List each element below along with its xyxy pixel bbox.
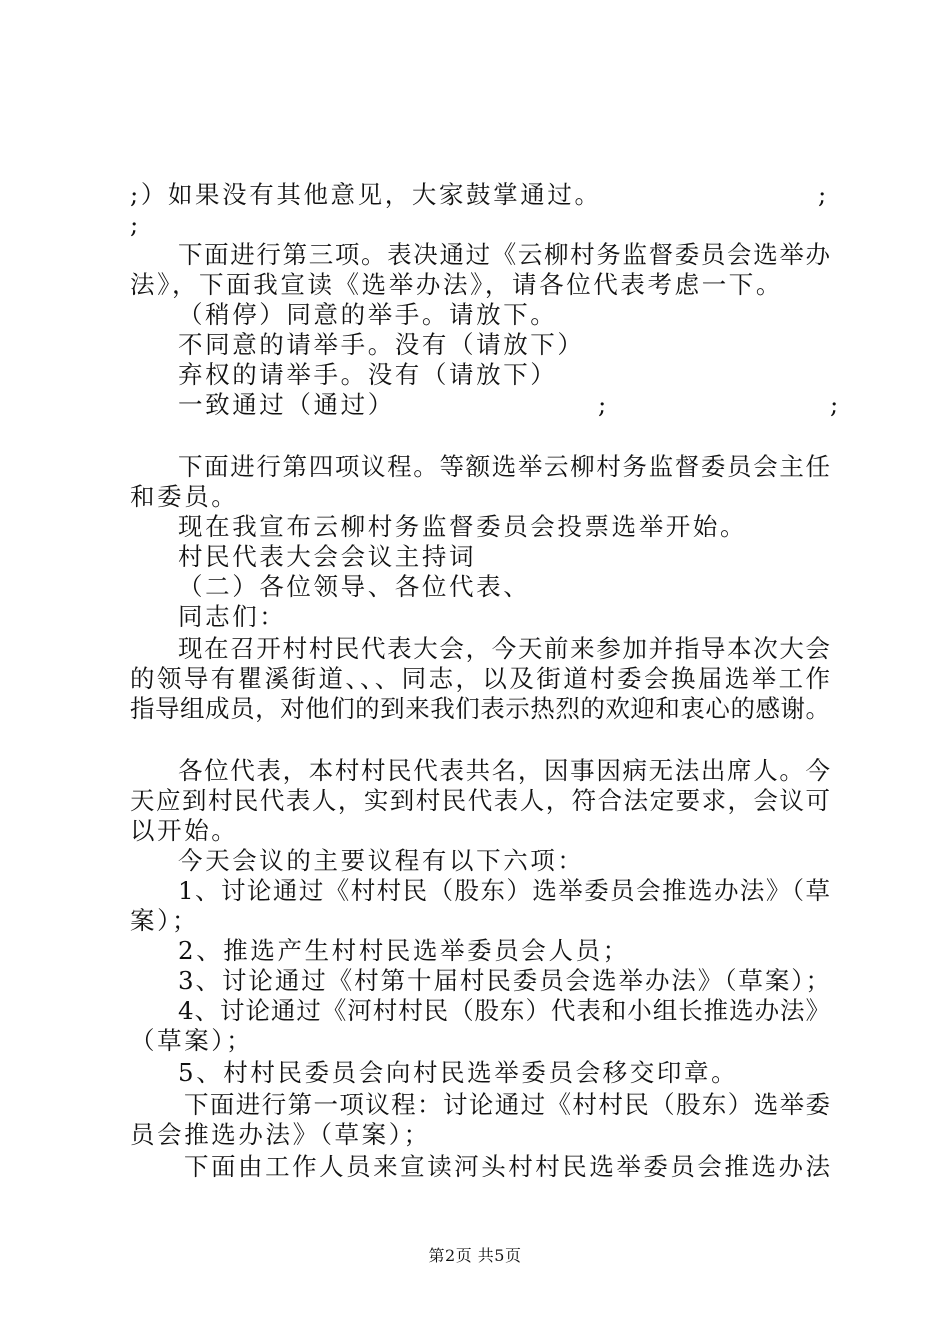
paragraph-line: 的领导有瞿溪街道、、、同志，以及街道村委会换届选举工作	[130, 664, 830, 693]
paragraph-line: 天应到村民代表人，实到村民代表人，符合法定要求，会议可	[130, 786, 830, 815]
text-line: ;）如果没有其他意见，大家鼓掌通过。	[130, 180, 602, 209]
paragraph-line: 下面进行第四项议程。等额选举云柳村务监督委员会主任	[178, 452, 830, 481]
paragraph-line: 下面由工作人员来宣读河头村村民选举委员会推选办法	[184, 1152, 830, 1181]
paragraph-line: 各位代表，本村村民代表共名，因事因病无法出席人。今	[178, 756, 830, 785]
paragraph-line: 指导组成员，对他们的到来我们表示热烈的欢迎和衷心的感谢。	[130, 694, 830, 723]
text-semicolon: ;	[830, 390, 839, 419]
paragraph-line: 和委员。	[130, 482, 239, 511]
paragraph-line: 今天会议的主要议程有以下六项：	[178, 846, 585, 875]
agenda-item: 3、讨论通过《村第十届村民委员会选举办法》（草案）；	[178, 966, 830, 995]
paragraph-line: 现在召开村村民代表大会，今天前来参加并指导本次大会	[178, 634, 830, 663]
paragraph-line: 法》，下面我宣读《选举办法》，请各位代表考虑一下。	[130, 270, 783, 299]
agenda-item: 案）；	[130, 906, 200, 935]
paragraph-line: 下面进行第一项议程：讨论通过《村村民（股东）选举委	[184, 1090, 830, 1119]
paragraph-line: 现在我宣布云柳村务监督委员会投票选举开始。	[178, 512, 748, 541]
paragraph-line: 弃权的请举手。没有（请放下）	[178, 360, 558, 389]
agenda-item: 1、讨论通过《村村民（股东）选举委员会推选办法》（草	[178, 876, 830, 905]
paragraph-line: 同志们：	[178, 602, 287, 631]
page-footer: 第2页 共5页	[428, 1246, 522, 1265]
text-line: ;	[130, 210, 141, 239]
paragraph-line: （二）各位领导、各位代表、	[178, 572, 531, 601]
text-semicolon: ;	[818, 180, 827, 209]
agenda-item: （草案）；	[130, 1026, 254, 1055]
paragraph-line: 员会推选办法》（草案）；	[130, 1120, 431, 1149]
paragraph-line: 一致通过（通过）	[178, 390, 395, 419]
agenda-item: 5、村村民委员会向村民选举委员会移交印章。	[178, 1058, 739, 1087]
text-semicolon: ;	[598, 390, 607, 419]
agenda-item: 4、讨论通过《河村村民（股东）代表和小组长推选办法》	[178, 996, 830, 1025]
paragraph-line: 以开始。	[130, 816, 239, 845]
paragraph-line: 不同意的请举手。没有（请放下）	[178, 330, 585, 359]
section-title: 村民代表大会会议主持词	[178, 542, 477, 571]
agenda-item: 2、推选产生村村民选举委员会人员；	[178, 936, 630, 965]
paragraph-line: 下面进行第三项。表决通过《云柳村务监督委员会选举办	[178, 240, 830, 269]
paragraph-line: （稍停）同意的举手。请放下。	[178, 300, 558, 329]
